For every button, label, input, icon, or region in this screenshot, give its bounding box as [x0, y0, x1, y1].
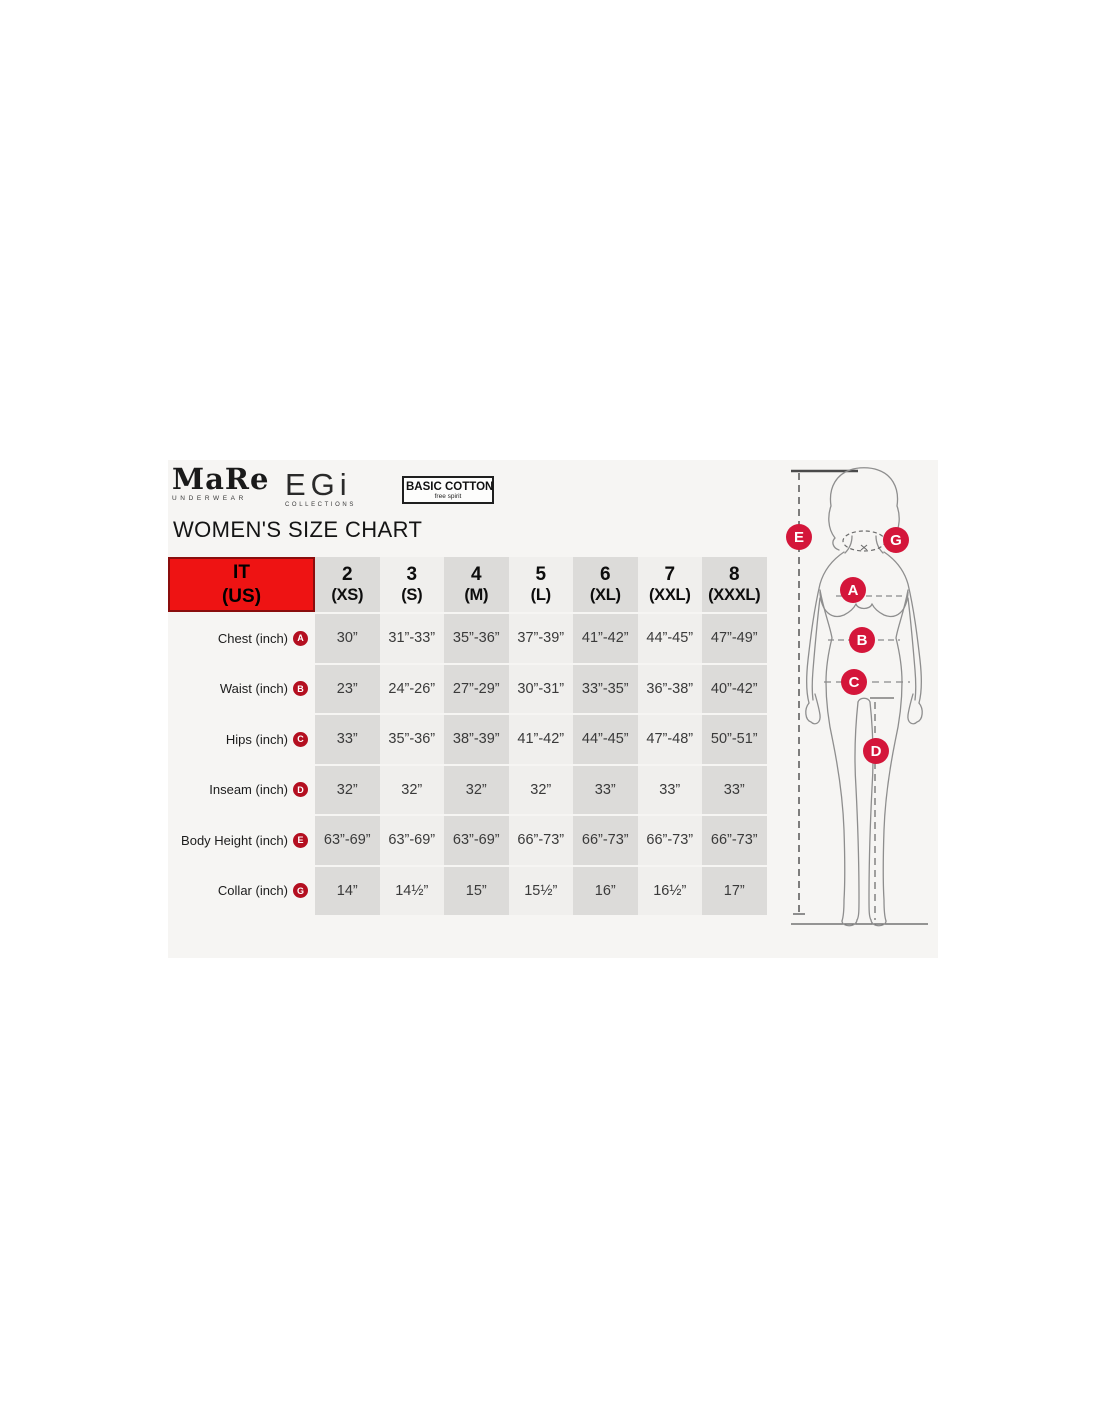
- table-cell: 66”-73”: [509, 816, 574, 865]
- figure-marker-b: [849, 627, 875, 653]
- table-cell: 32”: [380, 766, 445, 815]
- table-cell: 31”-33”: [380, 614, 445, 663]
- page-title: WOMEN'S SIZE CHART: [173, 517, 423, 542]
- column-header-l: 5 (L): [509, 557, 574, 612]
- table-cell: 32”: [509, 766, 574, 815]
- table-cell: 16½”: [638, 867, 703, 916]
- table-cell: 32”: [315, 766, 380, 815]
- figure-marker-d: [863, 738, 889, 764]
- table-cell: 33”: [702, 766, 767, 815]
- row-marker-badge-g: G: [293, 883, 308, 898]
- table-cell: 66”-73”: [638, 816, 703, 865]
- table-cell: 17”: [702, 867, 767, 916]
- svg-text:E: E: [793, 529, 805, 546]
- row-label-chest: Chest (inch) A: [168, 614, 315, 663]
- table-cell: 41”-42”: [573, 614, 638, 663]
- row-label-inseam: Inseam (inch) D: [168, 766, 315, 815]
- table-cell: 44”-45”: [638, 614, 703, 663]
- table-cell: 16”: [573, 867, 638, 916]
- table-cell: 35”-36”: [444, 614, 509, 663]
- table-cell: 32”: [444, 766, 509, 815]
- table-cell: 50”-51”: [702, 715, 767, 764]
- basic-cotton-logo: [402, 476, 494, 504]
- svg-text:D: D: [870, 743, 882, 760]
- table-cell: 37”-39”: [509, 614, 574, 663]
- table-cell: 33”: [638, 766, 703, 815]
- table-cell: 23”: [315, 665, 380, 714]
- table-cell: 40”-42”: [702, 665, 767, 714]
- basic-cotton-logo-name: BASIC COTTON: [406, 481, 494, 493]
- column-header-xxxl: 8 (XXXL): [702, 557, 767, 612]
- figure-marker-c: [841, 669, 867, 695]
- table-cell: 38”-39”: [444, 715, 509, 764]
- table-cell: 63”-69”: [315, 816, 380, 865]
- mare-logo-tagline: UNDERWEAR: [172, 495, 247, 502]
- figure-marker-e: [786, 524, 812, 550]
- size-chart-panel: [168, 460, 938, 958]
- table-cell: 66”-73”: [702, 816, 767, 865]
- size-table: [168, 557, 767, 915]
- row-marker-badge-b: B: [293, 681, 308, 696]
- row-label-hips: Hips (inch) C: [168, 715, 315, 764]
- table-cell: 47”-49”: [702, 614, 767, 663]
- mare-logo-name: MaRe: [172, 462, 270, 496]
- table-cell: 30”-31”: [509, 665, 574, 714]
- column-header-xxl: 7 (XXL): [638, 557, 703, 612]
- size-system-header-cell: [168, 557, 315, 612]
- table-cell: 14½”: [380, 867, 445, 916]
- table-cell: 66”-73”: [573, 816, 638, 865]
- basic-cotton-logo-tagline: free spirit: [434, 493, 462, 500]
- table-cell: 44”-45”: [573, 715, 638, 764]
- row-label-waist: Waist (inch) B: [168, 665, 315, 714]
- body-measurement-diagram: [778, 462, 938, 958]
- column-header-xl: 6 (XL): [573, 557, 638, 612]
- row-marker-badge-a: A: [293, 631, 308, 646]
- row-marker-badge-c: C: [293, 732, 308, 747]
- table-cell: 30”: [315, 614, 380, 663]
- table-cell: 36”-38”: [638, 665, 703, 714]
- svg-text:G: G: [890, 532, 902, 549]
- it-label: IT: [233, 561, 250, 583]
- table-cell: 33”: [573, 766, 638, 815]
- egi-logo-name: EGi: [285, 467, 352, 502]
- table-cell: 14”: [315, 867, 380, 916]
- figure-marker-g: [883, 527, 909, 553]
- row-label-body-height: Body Height (inch) E: [168, 816, 315, 865]
- table-cell: 33”-35”: [573, 665, 638, 714]
- svg-text:B: B: [856, 632, 868, 649]
- table-cell: 63”-69”: [444, 816, 509, 865]
- table-cell: 15”: [444, 867, 509, 916]
- egi-logo-tagline: COLLECTIONS: [285, 502, 356, 508]
- row-label-collar: Collar (inch) G: [168, 867, 315, 916]
- row-marker-badge-e: E: [293, 833, 308, 848]
- table-cell: 15½”: [509, 867, 574, 916]
- svg-text:A: A: [847, 582, 859, 599]
- table-cell: 27”-29”: [444, 665, 509, 714]
- table-cell: 35”-36”: [380, 715, 445, 764]
- svg-text:C: C: [848, 674, 860, 691]
- figure-marker-a: [840, 577, 866, 603]
- table-cell: 63”-69”: [380, 816, 445, 865]
- table-cell: 24”-26”: [380, 665, 445, 714]
- mare-logo: [172, 462, 282, 502]
- egi-logo: [285, 469, 395, 508]
- column-header-m: 4 (M): [444, 557, 509, 612]
- column-header-xs: 2 (XS): [315, 557, 380, 612]
- row-marker-badge-d: D: [293, 782, 308, 797]
- column-header-s: 3 (S): [380, 557, 445, 612]
- table-cell: 47”-48”: [638, 715, 703, 764]
- table-cell: 41”-42”: [509, 715, 574, 764]
- table-cell: 33”: [315, 715, 380, 764]
- us-label: (US): [221, 585, 262, 607]
